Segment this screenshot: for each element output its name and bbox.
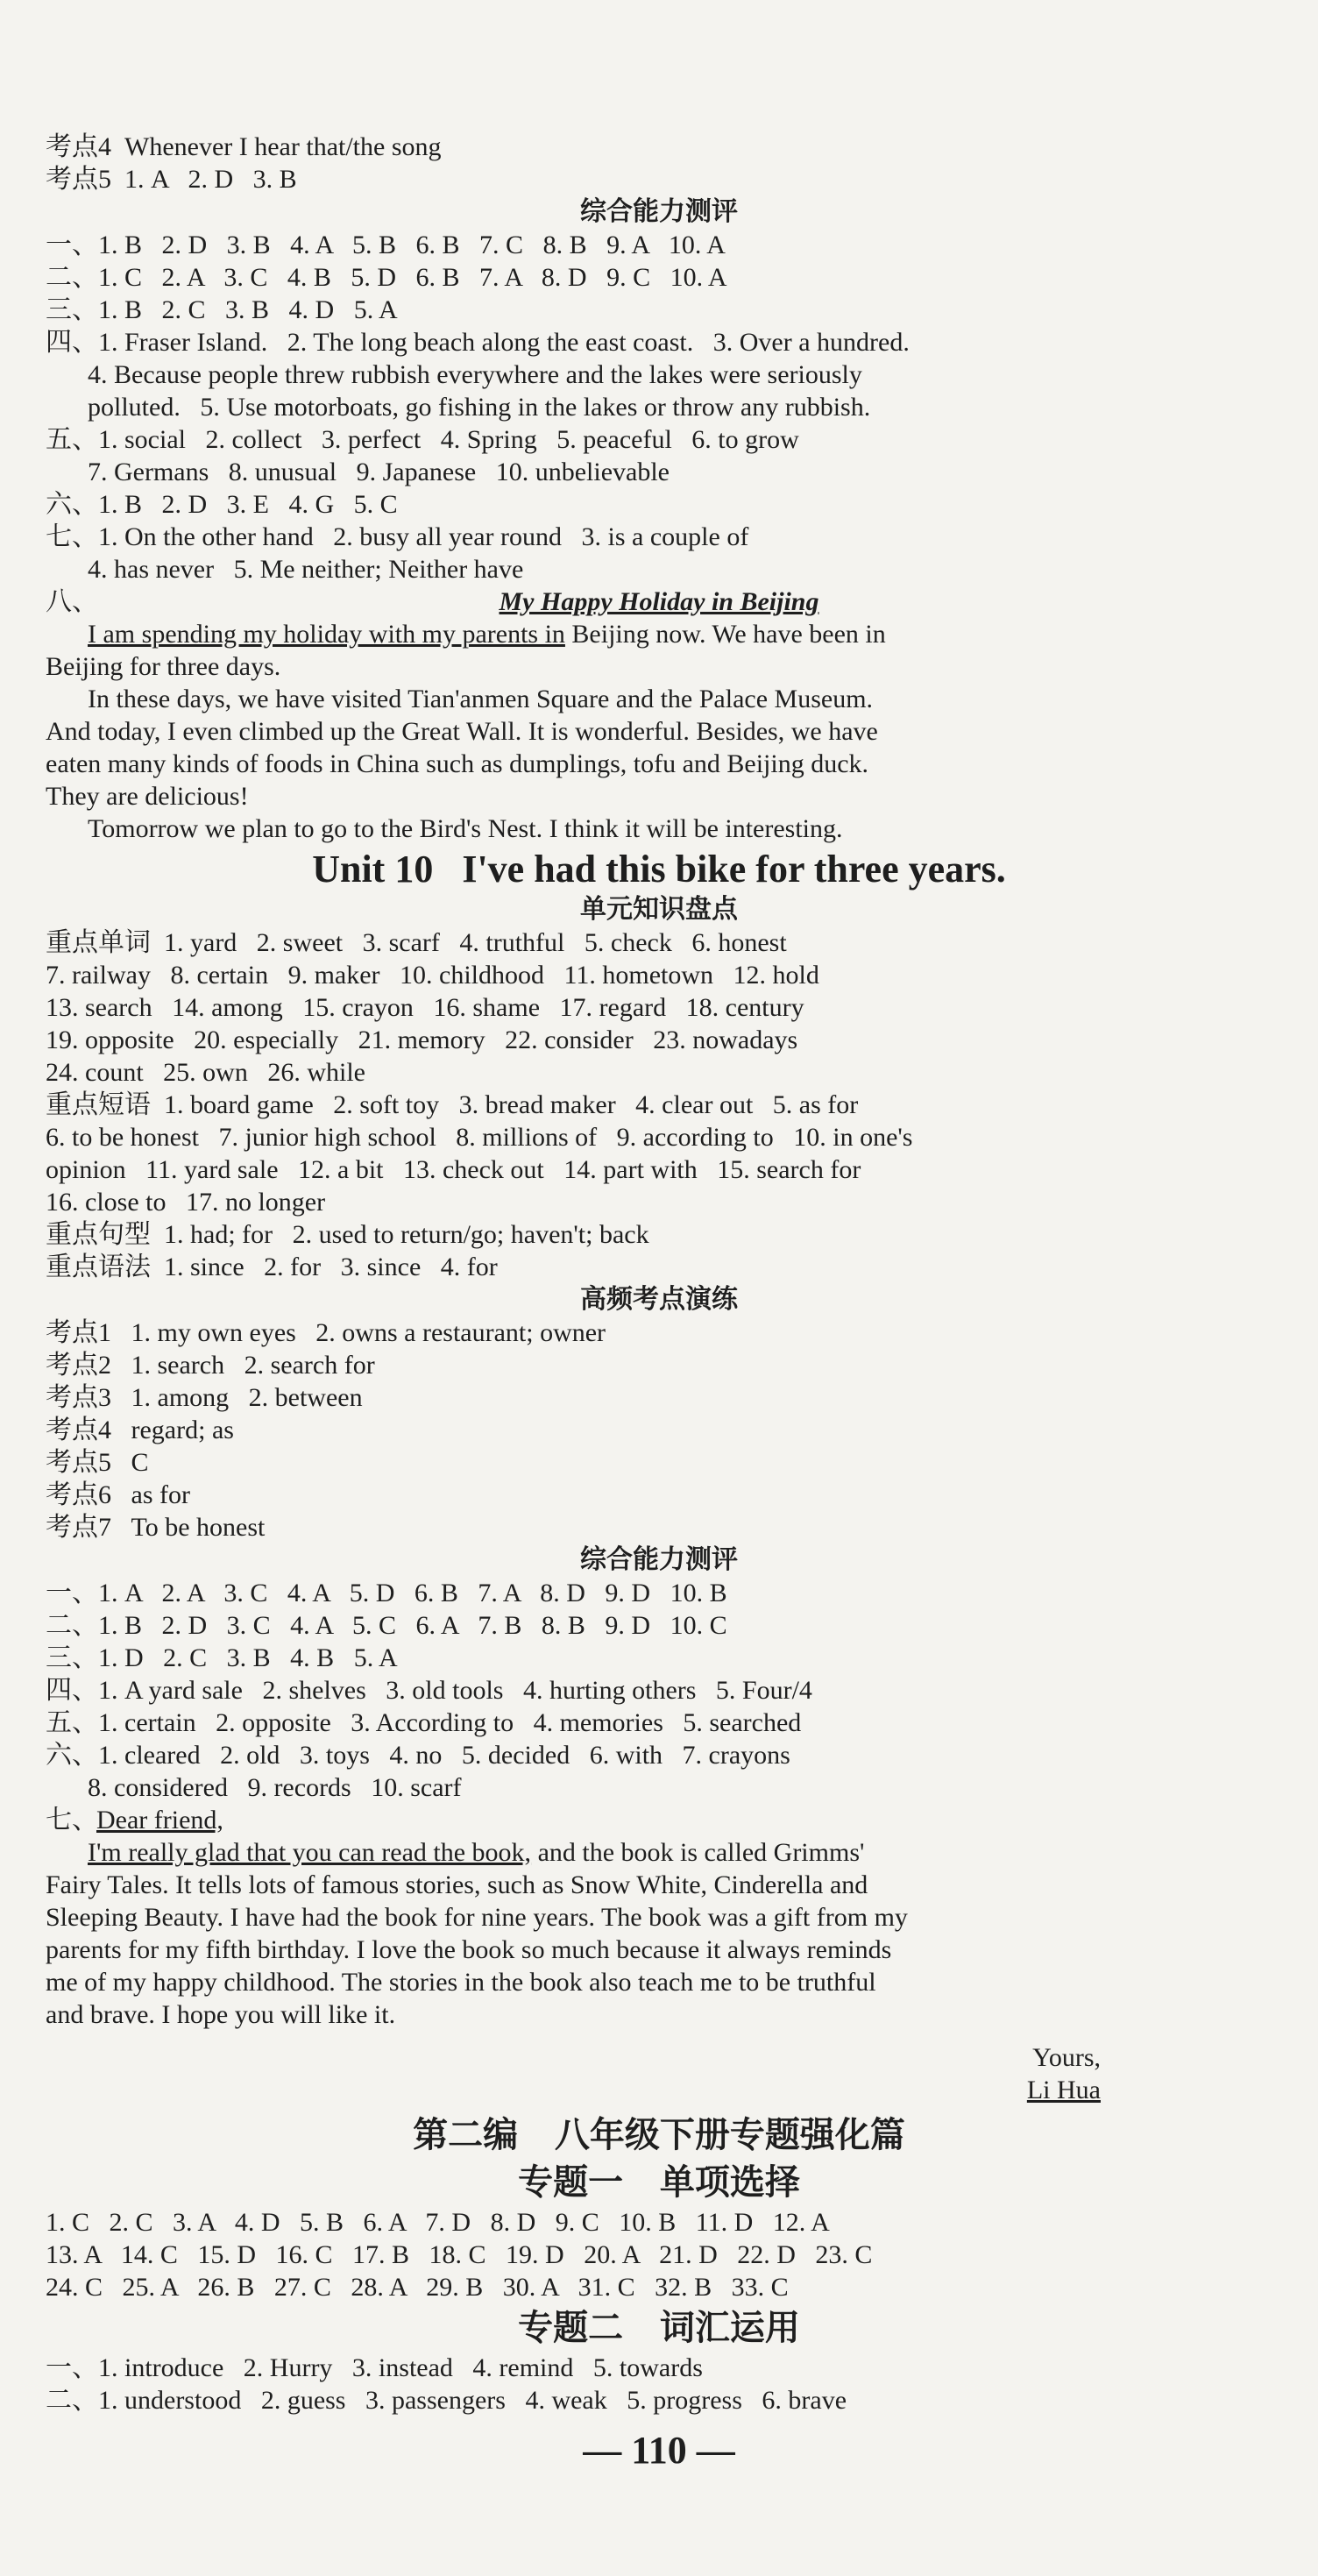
essay-line: In these days, we have visited Tian'anmen Square and the Palace Museum. bbox=[88, 685, 874, 713]
essay-line: Tomorrow we plan to go to the Bird's Nest. I think it will be interesting. bbox=[88, 814, 843, 843]
letter-closing: Yours, bbox=[1032, 2043, 1101, 2072]
text-line: 重点短语 1. board game 2. soft toy 3. bread maker 4. clear out 5. as for bbox=[46, 1090, 859, 1119]
text-line: 五、1. social 2. collect 3. perfect 4. Spring 5. peaceful 6. to grow bbox=[46, 425, 799, 454]
text-line: 五、1. certain 2. opposite 3. According to 4. memories 5. searched bbox=[46, 1708, 802, 1737]
text-line: 19. opposite 20. especially 21. memory 22. consider 23. nowadays bbox=[46, 1025, 798, 1054]
page-number: — 110 — bbox=[583, 2429, 735, 2472]
text-line: 6. to be honest 7. junior high school 8. millions of 9. according to 10. in one's bbox=[46, 1123, 913, 1152]
essay-line: They are delicious! bbox=[46, 782, 249, 811]
text-line: 考点4 regard; as bbox=[46, 1416, 234, 1444]
text-line: 考点2 1. search 2. search for bbox=[46, 1351, 375, 1380]
question-label: 八、 bbox=[46, 587, 98, 616]
letter-line: and brave. I hope you will like it. bbox=[46, 2000, 396, 2029]
text-line: 1. C 2. C 3. A 4. D 5. B 6. A 7. D 8. D 9. C 10. B 11. D 12. A bbox=[46, 2208, 830, 2237]
text-line: 考点5 1. A 2. D 3. B bbox=[46, 165, 297, 194]
text-line: 考点5 C bbox=[46, 1448, 149, 1477]
text-line: 考点4 Whenever I hear that/the song bbox=[46, 132, 442, 161]
section-heading: 综合能力测评 bbox=[580, 196, 738, 227]
text-line: 四、1. A yard sale 2. shelves 3. old tools 4. hurting others 5. Four/4 bbox=[46, 1676, 812, 1705]
text-line: 16. close to 17. no longer bbox=[46, 1188, 326, 1217]
text-line: 考点7 To be honest bbox=[46, 1513, 266, 1542]
text-line: 二、1. B 2. D 3. C 4. A 5. C 6. A 7. B 8. B 9. D 10. C bbox=[46, 1611, 727, 1640]
text-line: 重点单词 1. yard 2. sweet 3. scarf 4. truthful 5. check 6. honest bbox=[46, 928, 787, 957]
text-line: 七、1. On the other hand 2. busy all year round 3. is a couple of bbox=[46, 522, 749, 551]
text-line: 24. count 25. own 26. while bbox=[46, 1058, 365, 1087]
text-line: 24. C 25. A 26. B 27. C 28. A 29. B 30. A 31. C 32. B 33. C bbox=[46, 2273, 789, 2302]
letter-line: Sleeping Beauty. I have had the book for nine years. The book was a gift from my bbox=[46, 1903, 908, 1932]
text-line: 重点语法 1. since 2. for 3. since 4. for bbox=[46, 1253, 498, 1281]
text-line: 7. railway 8. certain 9. maker 10. childhood 11. hometown 12. hold bbox=[46, 961, 819, 990]
unit-title: Unit 10 I've had this bike for three years. bbox=[312, 848, 1006, 891]
section-heading: 高频考点演练 bbox=[580, 1284, 738, 1315]
letter-line bbox=[88, 1837, 1272, 1869]
text-line: 二、1. C 2. A 3. C 4. B 5. D 6. B 7. A 8. D 9. C 10. A bbox=[46, 263, 727, 292]
essay-title: My Happy Holiday in Beijing bbox=[499, 587, 819, 616]
part-title: 第二编 八年级下册专题强化篇 bbox=[413, 2115, 905, 2155]
letter-greeting: Dear friend, bbox=[96, 1806, 223, 1834]
text-line: opinion 11. yard sale 12. a bit 13. check out 14. part with 15. search for bbox=[46, 1155, 861, 1184]
letter-signature: Li Hua bbox=[1026, 2076, 1101, 2104]
underlined-phrase: I am spending my holiday with my parents in bbox=[88, 620, 565, 649]
text-line: 一、1. A 2. A 3. C 4. A 5. D 6. B 7. A 8. D 9. D 10. B bbox=[46, 1579, 727, 1607]
text-line: 13. A 14. C 15. D 16. C 17. B 18. C 19. D 20. A 21. D 22. D 23. C bbox=[46, 2240, 873, 2269]
essay-line: eaten many kinds of foods in China such as dumplings, tofu and Beijing duck. bbox=[46, 749, 869, 778]
text-line: 一、1. B 2. D 3. B 4. A 5. B 6. B 7. C 8. B 9. A 10. A bbox=[46, 231, 726, 259]
text-line: 4. has never 5. Me neither; Neither have bbox=[88, 555, 524, 584]
text-line: 4. Because people threw rubbish everywhere and the lakes were seriously bbox=[88, 360, 862, 389]
text-line: 8. considered 9. records 10. scarf bbox=[88, 1773, 462, 1802]
letter-text: and the book is called Grimms' bbox=[531, 1838, 865, 1867]
section-heading: 综合能力测评 bbox=[580, 1544, 738, 1575]
text-line: 7. Germans 8. unusual 9. Japanese 10. unbelievable bbox=[88, 458, 670, 486]
letter-line: Fairy Tales. It tells lots of famous stories, such as Snow White, Cinderella and bbox=[46, 1870, 868, 1899]
text-line: 一、1. introduce 2. Hurry 3. instead 4. remind 5. towards bbox=[46, 2353, 703, 2382]
text-line: 重点句型 1. had; for 2. used to return/go; haven't; back bbox=[46, 1220, 649, 1249]
essay-line: And today, I even climbed up the Great Wall. It is wonderful. Besides, we have bbox=[46, 717, 878, 746]
letter-line: parents for my fifth birthday. I love the book so much because it always reminds bbox=[46, 1935, 892, 1964]
section-heading: 单元知识盘点 bbox=[580, 894, 738, 925]
text-line: 二、1. understood 2. guess 3. passengers 4. weak 5. progress 6. brave bbox=[46, 2386, 847, 2415]
text-line: 13. search 14. among 15. crayon 16. shame 17. regard 18. century bbox=[46, 993, 804, 1022]
question-label: 七、 bbox=[46, 1806, 98, 1834]
essay-text: Beijing now. We have been in bbox=[564, 620, 886, 649]
topic-heading: 专题一 单项选择 bbox=[518, 2162, 800, 2203]
essay-line bbox=[88, 619, 1272, 650]
text-line: 考点6 as for bbox=[46, 1480, 190, 1509]
text-line: 考点1 1. my own eyes 2. owns a restaurant; owner bbox=[46, 1318, 606, 1347]
text-line: 考点3 1. among 2. between bbox=[46, 1383, 363, 1412]
text-line: 三、1. D 2. C 3. B 4. B 5. A bbox=[46, 1643, 398, 1672]
text-line: polluted. 5. Use motorboats, go fishing in the lakes or throw any rubbish. bbox=[88, 393, 871, 422]
text-line: 六、1. B 2. D 3. E 4. G 5. C bbox=[46, 490, 398, 519]
topic-heading: 专题二 词汇运用 bbox=[518, 2308, 800, 2348]
text-line: 六、1. cleared 2. old 3. toys 4. no 5. decided 6. with 7. crayons bbox=[46, 1741, 790, 1770]
text-line: 三、1. B 2. C 3. B 4. D 5. A bbox=[46, 295, 398, 324]
underlined-phrase: I'm really glad that you can read the book, bbox=[88, 1838, 532, 1867]
text-line: 四、1. Fraser Island. 2. The long beach along the east coast. 3. Over a hundred. bbox=[46, 328, 910, 357]
essay-line: Beijing for three days. bbox=[46, 652, 281, 681]
letter-line: me of my happy childhood. The stories in the book also teach me to be truthful bbox=[46, 1968, 876, 1997]
